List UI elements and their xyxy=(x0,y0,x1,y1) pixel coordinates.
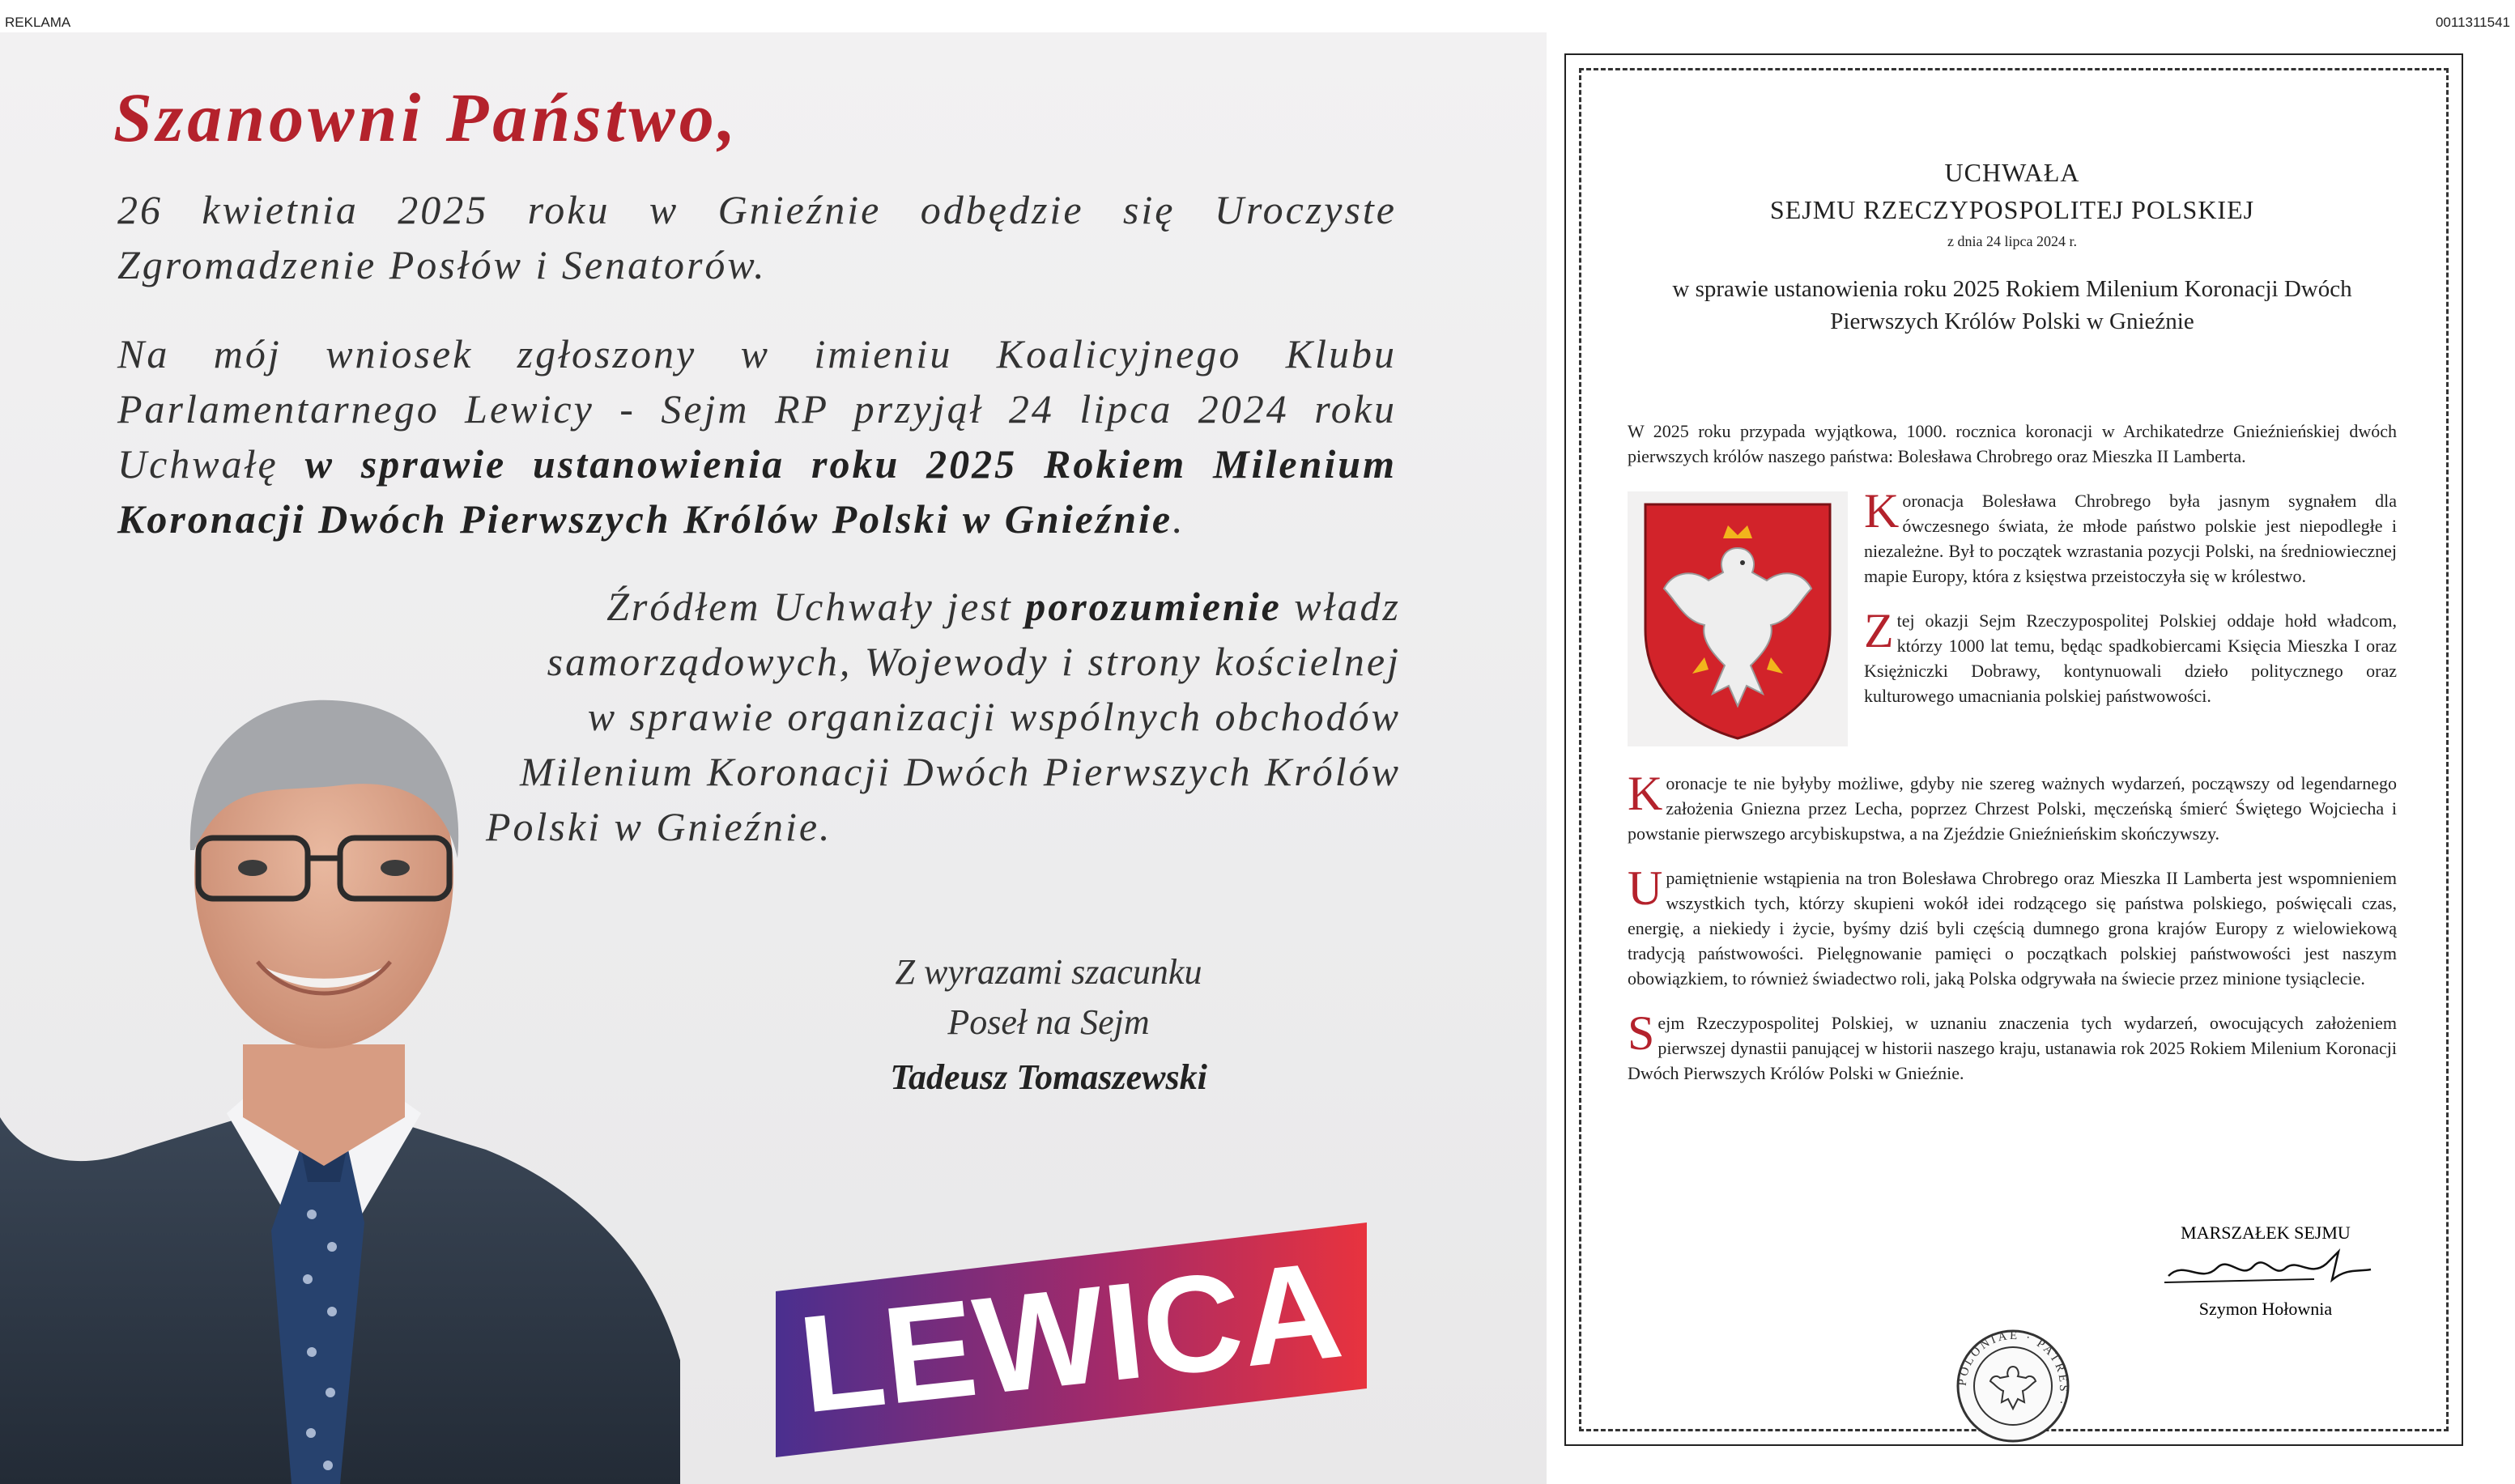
p3-line-1 xyxy=(340,579,1401,634)
handwritten-signature-icon xyxy=(2152,1244,2379,1294)
p3-line-2: samorządowych, Wojewody i strony kościelnej xyxy=(547,639,1401,684)
resolution-title xyxy=(1628,154,2397,228)
greeting: Szanowni Państwo, xyxy=(113,79,740,156)
p2-text: Na mój wniosek zgłoszony w imieniu Koalicyjnego Klubu Parlamentarnego Lewicy - Sejm RP przyjął 24 lipca 2024 roku Uchwałę xyxy=(117,331,1397,487)
resolution-title-1: UCHWAŁA xyxy=(1944,158,2080,187)
marshal-name: Szymon Hołownia xyxy=(2198,1299,2333,1319)
lewica-logo-text: LEWICA xyxy=(792,1232,1349,1443)
marshal-signature xyxy=(2152,1222,2379,1320)
p3-l1b: porozumienie xyxy=(1025,584,1282,629)
p3-line-5: Polski w Gnieźnie. xyxy=(486,804,832,849)
p2-end: . xyxy=(1172,496,1185,542)
resolution-paragraph-3 xyxy=(1628,771,2397,846)
sejm-seal-icon xyxy=(1955,1328,2071,1444)
dropcap-1: K xyxy=(1864,488,1900,538)
resolution-paragraph-4 xyxy=(1628,865,2397,991)
p3-line-3: w sprawie organizacji wspólnych obchodów xyxy=(587,694,1401,739)
resolution-paragraph-5 xyxy=(1628,1010,2397,1086)
resolution-paragraph-4-text: pamiętnienie wstąpienia na tron Bolesława Chrobrego oraz Mieszka II Lamberta jest wspomnieniem wszystkich tych, którzy skupieni wokół idei rodzącego się państwa polskiego, poświęcali czas, energię, a niekiedy i życie, byśmy dziś byli częścią dumnego grona krajów Europy z wielowiekową tradycją państwowości. Pielęgnowanie pamięci o początkach polskiej państwowości jest naszym obowiązkiem, to również świadectwo roli, jaką Polska odgrywała na świecie przez minione tysiąclecie. xyxy=(1628,868,2397,989)
resolution-title-2: SEJMU RZECZYPOSPOLITEJ POLSKIEJ xyxy=(1769,195,2255,224)
closing-line-1: Z wyrazami szacunku xyxy=(895,952,1202,992)
letter-paragraph-1: 26 kwietnia 2025 roku w Gnieźnie odbędzie się Uroczyste Zgromadzenie Posłów i Senatorów. xyxy=(117,187,1397,287)
dropcap-2: Z xyxy=(1864,604,1894,657)
signer-name: Tadeusz Tomaszewski xyxy=(890,1057,1207,1097)
p3-l1c: władz xyxy=(1281,584,1401,629)
portrait-photo xyxy=(0,664,680,1484)
resolution-paragraph-1 xyxy=(1628,488,2397,751)
eagle-crest-icon xyxy=(1628,491,1848,746)
marshal-title: MARSZAŁEK SEJMU xyxy=(2181,1222,2351,1243)
resolution-date: z dnia 24 lipca 2024 r. xyxy=(1947,233,2077,249)
seal-text: POLONIAE · PATRES · xyxy=(1955,1329,2070,1409)
signature-block xyxy=(834,947,1263,1103)
dropcap-4: U xyxy=(1628,865,1663,915)
resolution-document xyxy=(1628,154,2397,1086)
resolution-subject: w sprawie ustanowienia roku 2025 Rokiem Milenium Koronacji Dwóch Pierwszych Królów Polski w Gnieźnie xyxy=(1672,276,2352,334)
advert-label: REKLAMA xyxy=(5,15,71,30)
lewica-logo xyxy=(776,1222,1367,1457)
closing-line-2: Poseł na Sejm xyxy=(947,1002,1150,1042)
p3-l1a: Źródłem Uchwały jest xyxy=(606,584,1026,629)
resolution-paragraph-2-text: tej okazji Sejm Rzeczypospolitej Polskiej oddaje hołd władcom, którzy 1000 lat temu, będąc spadkobiercami Księcia Mieszka I oraz Księżniczki Dobrawy, kontynuowali dzieło politycznego oraz kulturowego umacniania polskiej państwowości. xyxy=(1864,610,2397,706)
ad-code: 0011311541 xyxy=(2435,15,2510,30)
dropcap-5: S xyxy=(1628,1010,1655,1060)
letter-paragraph-2 xyxy=(117,326,1397,546)
p2-bold: w sprawie ustanowienia roku 2025 Rokiem Milenium Koronacji Dwóch Pierwszych Królów Polski w Gnieźnie xyxy=(117,441,1397,542)
p3-line-4: Milenium Koronacji Dwóch Pierwszych Królów xyxy=(520,749,1401,794)
resolution-intro: W 2025 roku przypada wyjątkowa, 1000. rocznica koronacji w Archikatedrze Gnieźnieńskiej dwóch pierwszych królów naszego państwa: Bolesława Chrobrego oraz Mieszka II Lamberta. xyxy=(1628,421,2397,466)
resolution-paragraph-1-text: oronacja Bolesława Chrobrego była jasnym sygnałem dla ówczesnego świata, że młode państwo polskie jest niepodległe i niezależne. Był to początek wzrastania pozycji Polski, na średniowiecznej mapie Europy, która z księstwa przeistoczyła się w królestwo. xyxy=(1864,491,2397,586)
dropcap-3: K xyxy=(1628,771,1663,820)
top-bar xyxy=(0,0,2515,32)
resolution-paragraph-3-text: oronacje te nie byłyby możliwe, gdyby nie szereg ważnych wydarzeń, począwszy od legendarnego założenia Gniezna przez Lecha, poprzez Chrzest Polski, męczeńską śmierć Świętego Wojciecha i powstanie pierwszego arcybiskupstwa, a na Zjeździe Gnieźnieńskim skończywszy. xyxy=(1628,773,2397,844)
resolution-paragraph-5-text: ejm Rzeczypospolitej Polskiej, w uznaniu znaczenia tych wydarzeń, owocujących założeniem pierwszej dynastii panującej w historii naszego kraju, ustanawia rok 2025 Rokiem Milenium Koronacji Dwóch Pierwszych Królów Polski w Gnieźnie. xyxy=(1628,1013,2397,1083)
